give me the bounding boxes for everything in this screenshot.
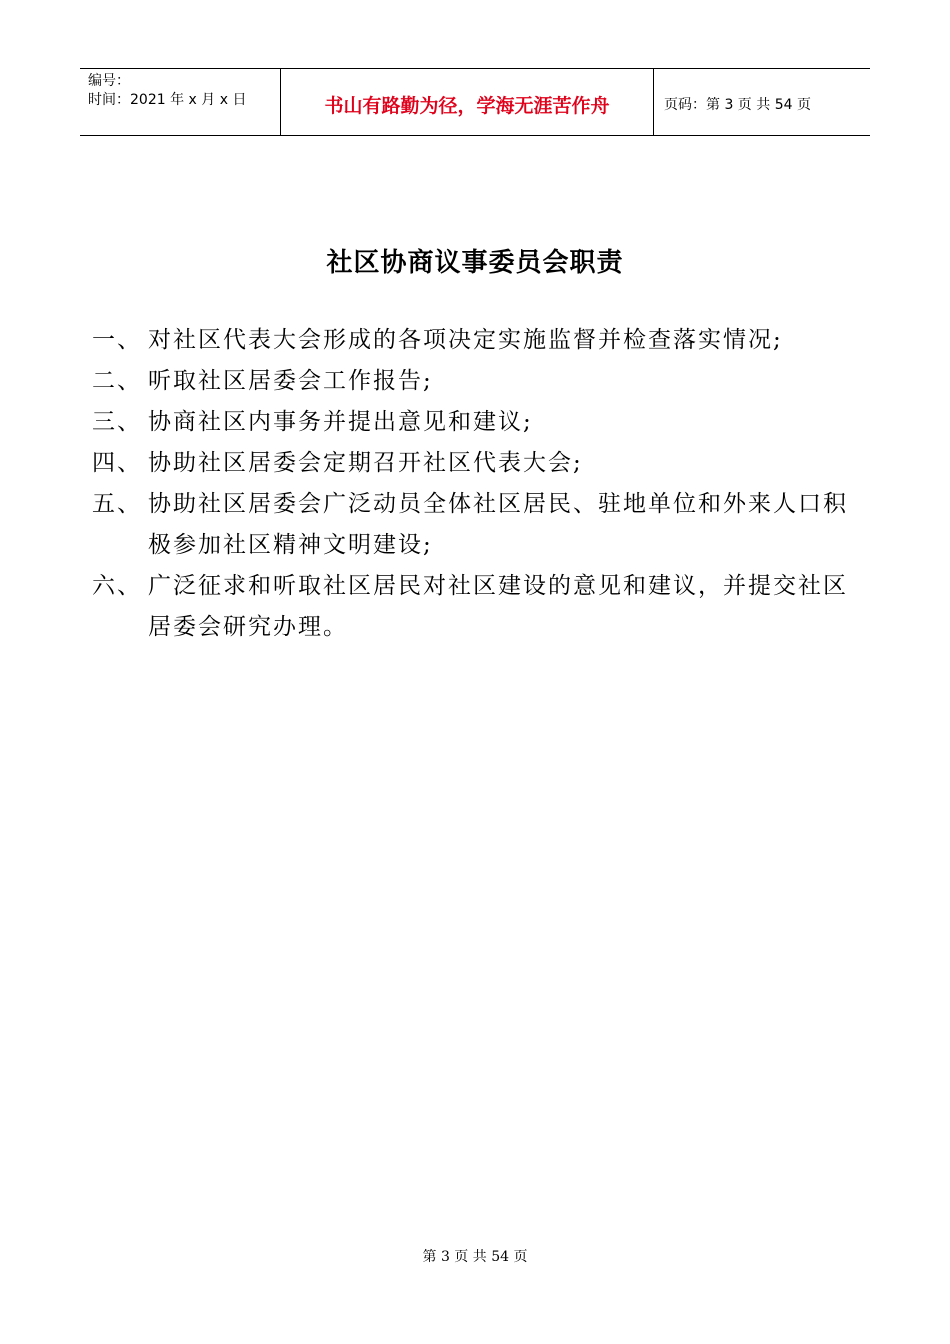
- duty-list: [92, 320, 872, 648]
- page-footer: 第 3 页 共 54 页: [422, 1249, 528, 1265]
- list-item-text: 对社区代表大会形成的各项决定实施监督并检查落实情况;: [148, 327, 783, 353]
- header-motto: 书山有路勤为径，学海无涯苦作舟: [324, 94, 610, 117]
- list-item: [92, 484, 872, 566]
- list-item: [92, 361, 872, 402]
- header-motto-cell: [281, 69, 654, 135]
- document-header: [80, 68, 870, 136]
- list-item-text: 听取社区居委会工作报告;: [148, 368, 433, 394]
- list-item-text: 广泛征求和听取社区居民对社区建设的意见和建议，并提交社区居委会研究办理。: [148, 573, 848, 640]
- header-page-info: 页码：第 3 页 共 54 页: [664, 97, 811, 113]
- list-item: [92, 320, 872, 361]
- document-time-label: 时间：2021 年 x 月 x 日: [88, 92, 247, 108]
- list-item-number: 三、: [92, 409, 142, 435]
- list-item-number: 五、: [92, 491, 142, 517]
- list-item-text: 协助社区居委会定期召开社区代表大会;: [148, 450, 583, 476]
- header-page-cell: [654, 69, 870, 135]
- document-number-label: 编号：: [88, 73, 130, 89]
- list-item-number: 六、: [92, 573, 142, 599]
- list-item-number: 一、: [92, 327, 142, 353]
- list-item: [92, 443, 872, 484]
- list-item-number: 二、: [92, 368, 142, 394]
- header-meta-cell: [80, 69, 281, 135]
- list-item-text: 协助社区居委会广泛动员全体社区居民、驻地单位和外来人口积极参加社区精神文明建设;: [148, 491, 848, 558]
- page-title: 社区协商议事委员会职责: [326, 248, 624, 278]
- list-item-text: 协商社区内事务并提出意见和建议;: [148, 409, 533, 435]
- list-item: [92, 566, 872, 648]
- list-item-number: 四、: [92, 450, 142, 476]
- list-item: [92, 402, 872, 443]
